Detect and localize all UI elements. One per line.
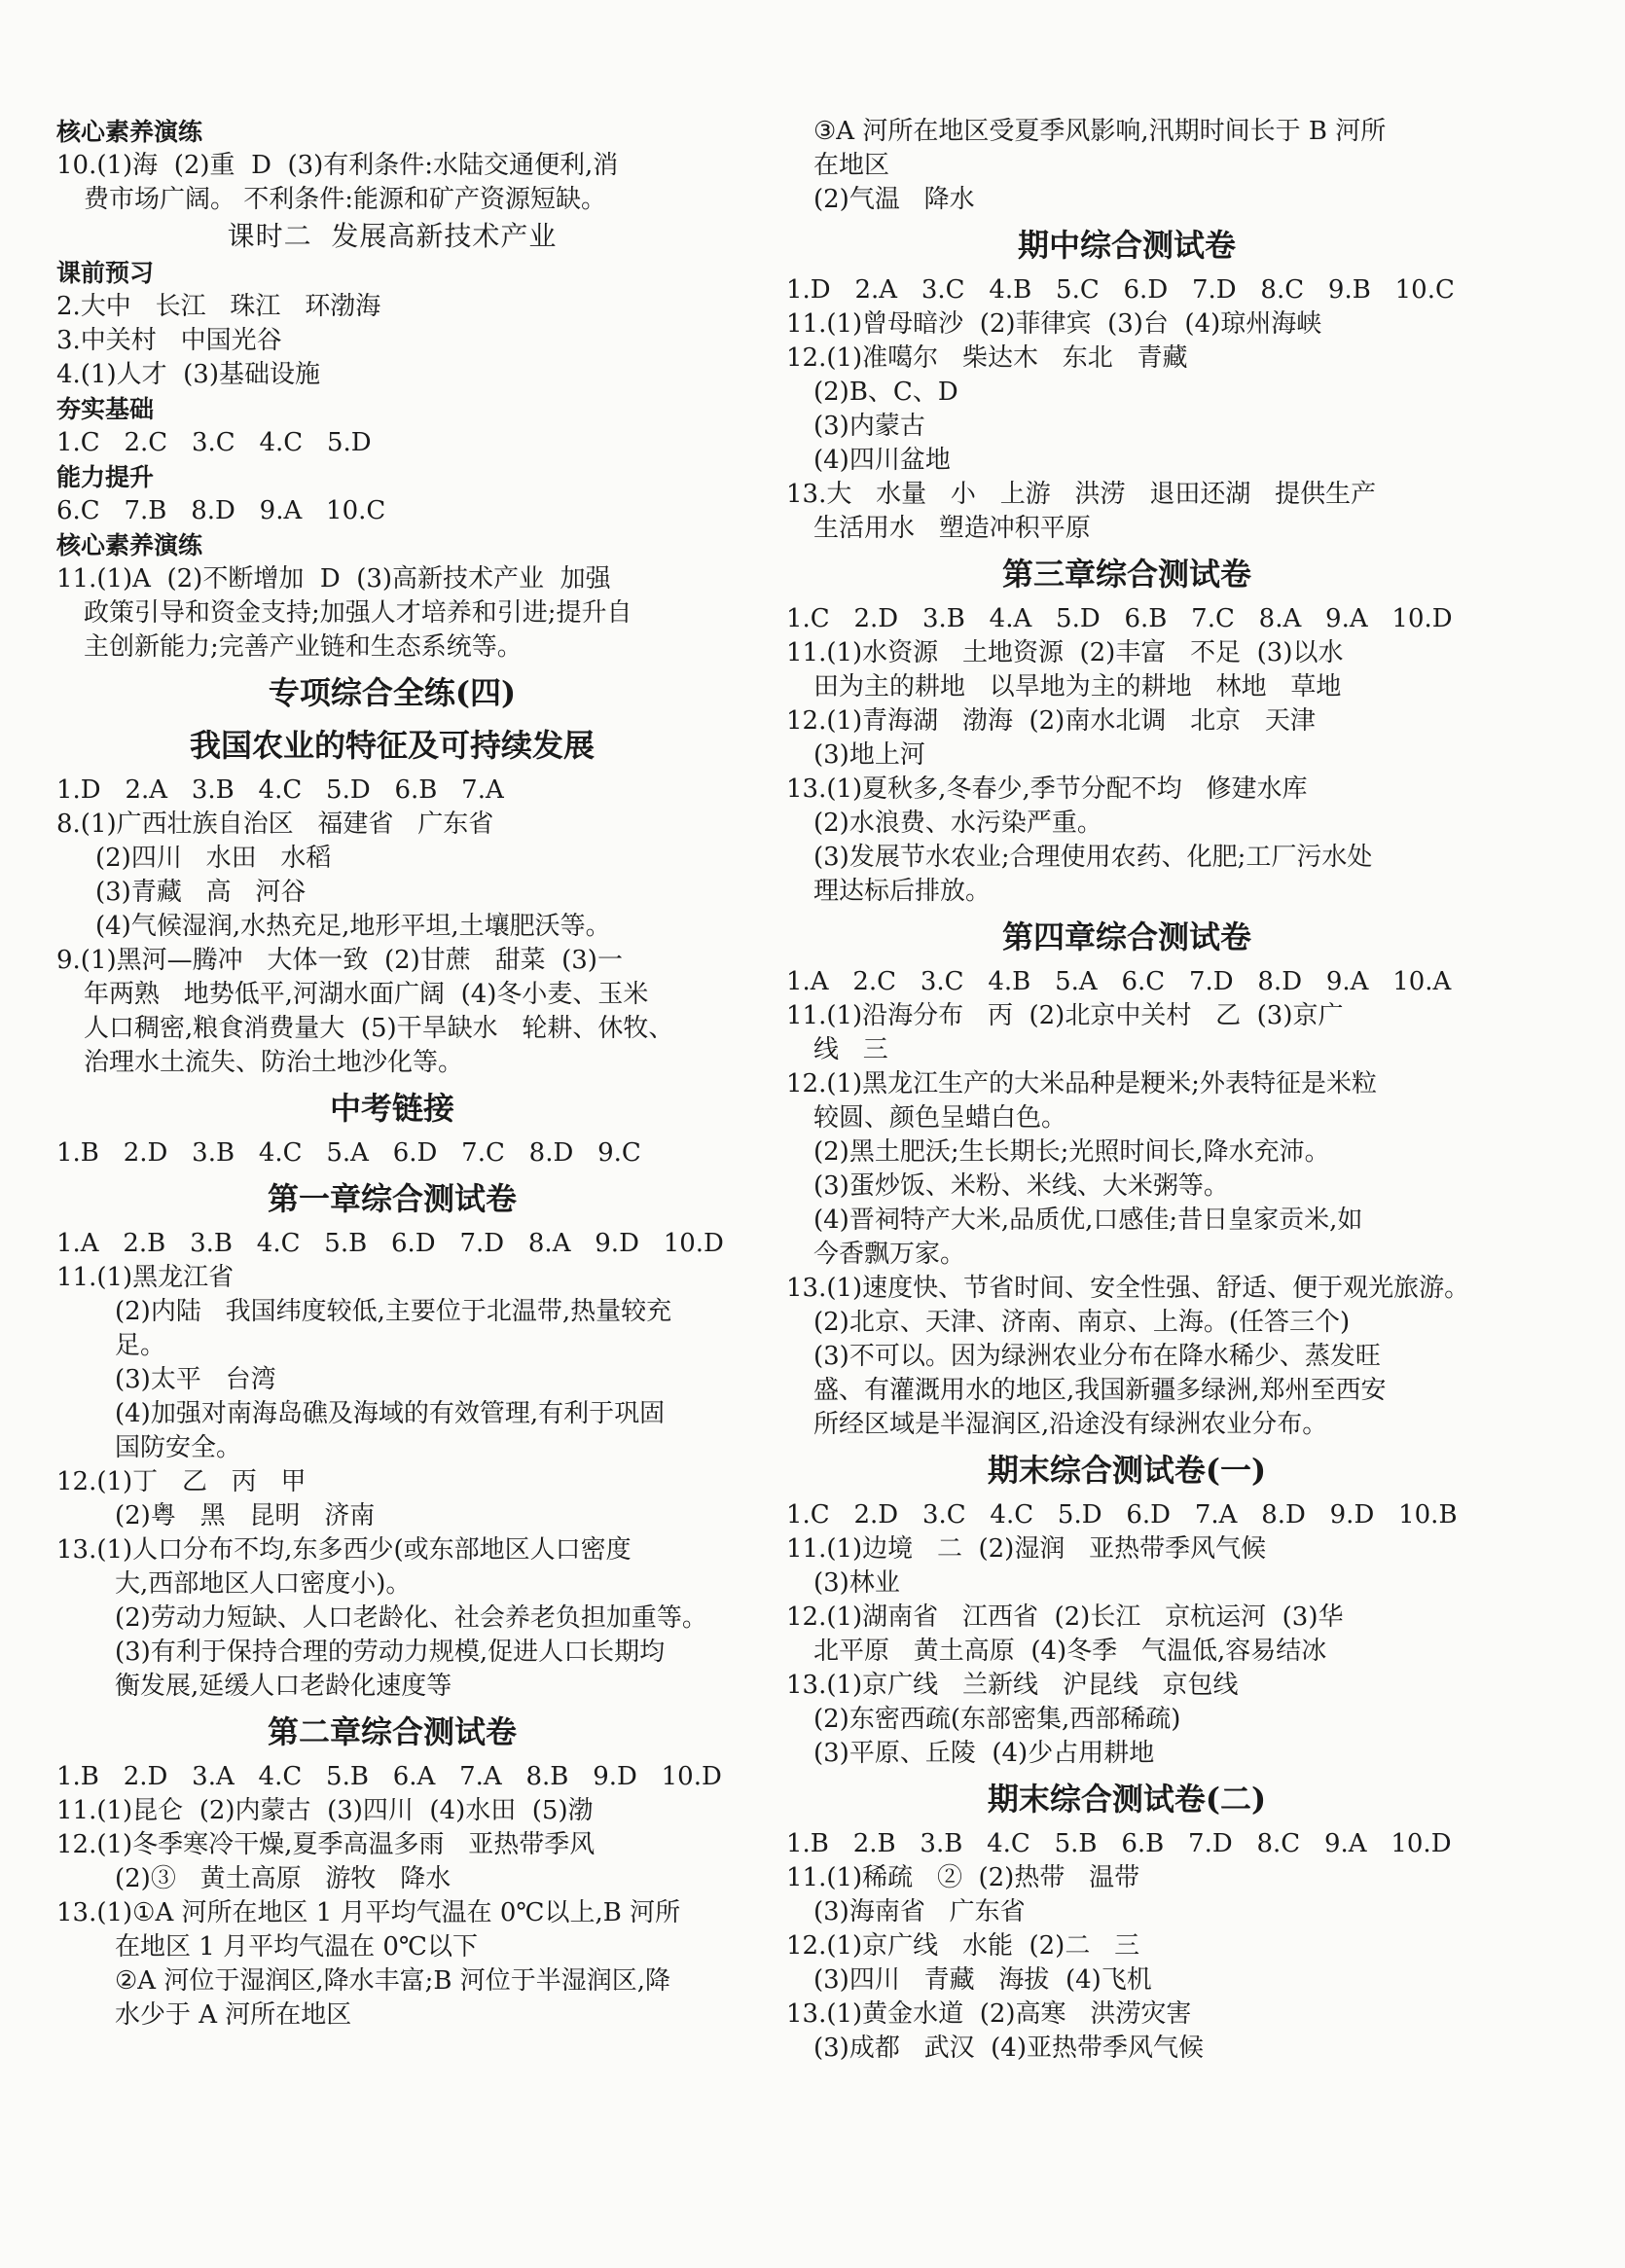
answer-line: (2)内陆 我国纬度较低,主要位于北温带,热量较充 [115,1297,672,1326]
answer-line: 主创新能力;完善产业链和生态系统等。 [84,632,523,662]
answer-line: 1.D 2.A 3.B 4.C 5.D 6.B 7.A [56,775,504,805]
section-title: 中考链接 [329,1090,454,1127]
right-column [786,115,1470,2066]
answer-line: 2.大中 长江 珠江 环渤海 [56,292,381,321]
answer-line: 较圆、颜色呈蜡白色。 [813,1103,1067,1133]
section-title: 第四章综合测试卷 [1001,918,1251,955]
answer-line: 13.(1)夏秋多,冬春少,季节分配不均 修建水库 [786,774,1308,804]
answer-line: (2)气温 降水 [813,185,975,214]
answer-line: 线 三 [813,1035,888,1064]
answer-line: (2)水浪费、水污染严重。 [813,809,1102,838]
answer-line: 1.D 2.A 3.C 4.B 5.C 6.D 7.D 8.C 9.B 10.C [786,275,1455,305]
answer-line: (3)发展节水农业;合理使用农药、化肥;工厂污水处 [813,843,1373,872]
answer-line: 13.(1)黄金水道 (2)高寒 洪涝灾害 [786,1999,1192,2029]
section-title: 期中综合测试卷 [1017,227,1236,264]
answer-line: (3)有利于保持合理的劳动力规模,促进人口长期均 [115,1638,666,1667]
answer-line: (4)四川盆地 [813,446,951,475]
section-title: 期末综合测试卷(一) [987,1452,1267,1489]
answer-line: 衡发展,延缓人口老龄化速度等 [115,1672,452,1701]
answer-line: ②A 河位于湿润区,降水丰富;B 河位于半湿润区,降 [115,1966,671,1996]
answer-line: 11.(1)A (2)不断增加 D (3)高新技术产业 加强 [56,564,611,594]
answer-line: 足。 [115,1331,166,1360]
answer-line: 盛、有灌溉用水的地区,我国新疆多绿洲,郑州至西安 [813,1376,1387,1405]
section-title: 第三章综合测试卷 [1001,556,1251,593]
answer-line: (2)四川 水田 水稻 [95,844,332,873]
answer-line: (2)劳动力短缺、人口老龄化、社会养老负担加重等。 [115,1603,707,1633]
answer-line: (4)晋祠特产大米,品质优,口感佳;昔日皇家贡米,如 [813,1206,1363,1235]
answer-line: 1.B 2.B 3.B 4.C 5.B 6.B 7.D 8.C 9.A 10.D [786,1829,1452,1858]
answer-line: 在地区 1 月平均气温在 0℃以下 [115,1932,478,1962]
answer-line: 11.(1)边境 二 (2)湿润 亚热带季风气候 [786,1534,1267,1564]
answer-line: 3.中关村 中国光谷 [56,326,282,355]
answer-line: (4)加强对南海岛礁及海域的有效管理,有利于巩固 [115,1399,666,1428]
answer-line: (2)粤 黑 昆明 济南 [115,1501,376,1530]
answer-line: 11.(1)稀疏 ② (2)热带 温带 [786,1863,1140,1892]
answer-line: 北平原 黄土高原 (4)冬季 气温低,容易结冰 [813,1637,1327,1666]
answer-line: 理达标后排放。 [813,877,992,906]
answer-line: (2)B、C、D [813,378,958,407]
answer-line: 11.(1)黑龙江省 [56,1263,235,1292]
answer-line: 1.A 2.B 3.B 4.C 5.B 6.D 7.D 8.A 9.D 10.D [56,1229,724,1258]
answer-line: 1.A 2.C 3.C 4.B 5.A 6.C 7.D 8.D 9.A 10.A [786,967,1452,996]
answer-line: (3)不可以。因为绿洲农业分布在降水稀少、蒸发旺 [813,1342,1381,1371]
answer-line: 12.(1)京广线 水能 (2)二 三 [786,1931,1140,1961]
answer-line: 11.(1)曾母暗沙 (2)菲律宾 (3)台 (4)琼州海峡 [786,309,1322,339]
section-label: 夯实基础 [56,395,155,423]
answer-line: (3)青藏 高 河谷 [95,878,307,907]
answer-line: 1.C 2.C 3.C 4.C 5.D [56,428,372,457]
answer-line: 11.(1)水资源 土地资源 (2)丰富 不足 (3)以水 [786,638,1344,667]
answer-line: 在地区 [813,151,890,180]
section-title: 我国农业的特征及可持续发展 [189,727,595,764]
answer-line: (3)太平 台湾 [115,1365,276,1394]
answer-line: 8.(1)广西壮族自治区 福建省 广东省 [56,810,494,839]
section-title: 第二章综合测试卷 [267,1713,517,1750]
answer-line: 13.(1)京广线 兰新线 沪昆线 京包线 [786,1671,1239,1700]
answer-line: 12.(1)丁 乙 丙 甲 [56,1467,307,1496]
answer-line: 11.(1)昆仑 (2)内蒙古 (3)四川 (4)水田 (5)渤 [56,1796,594,1825]
answer-line: 13.(1)人口分布不均,东多西少(或东部地区人口密度 [56,1535,632,1565]
answer-line: (3)海南省 广东省 [813,1897,1026,1926]
left-column [56,115,728,2033]
section-title: 专项综合全练(四) [268,674,517,711]
answer-line: 费市场广阔。 不利条件:能源和矿产资源短缺。 [84,185,607,214]
answer-line: (2)③ 黄土高原 游牧 降水 [115,1864,451,1893]
answer-line: (3)地上河 [813,740,925,770]
answer-line: ③A 河所在地区受夏季风影响,汛期时间长于 B 河所 [813,117,1387,146]
answer-line: 大,西部地区人口密度小)。 [115,1569,412,1599]
answer-line: (3)平原、丘陵 (4)少占用耕地 [813,1739,1155,1768]
answer-line: 12.(1)青海湖 渤海 (2)南水北调 北京 天津 [786,706,1316,736]
answer-line: 11.(1)沿海分布 丙 (2)北京中关村 乙 (3)京广 [786,1001,1344,1030]
answer-line: 12.(1)黑龙江生产的大米品种是粳米;外表特征是米粒 [786,1069,1377,1098]
answer-line: (3)四川 青藏 海拔 (4)飞机 [813,1965,1152,1995]
section-label: 核心素养演练 [56,118,203,146]
answer-line: 13.(1)速度快、节省时间、安全性强、舒适、便于观光旅游。 [786,1274,1470,1303]
answer-line: 水少于 A 河所在地区 [115,2000,352,2030]
answer-line: 今香飘万家。 [813,1240,966,1269]
answer-line: 12.(1)冬季寒冷干燥,夏季高温多雨 亚热带季风 [56,1830,596,1859]
answer-line: 田为主的耕地 以旱地为主的耕地 林地 草地 [813,672,1342,702]
answer-line: (2)东密西疏(东部密集,西部稀疏) [813,1705,1181,1734]
section-title: 期末综合测试卷(二) [987,1781,1267,1818]
answer-line: 12.(1)湖南省 江西省 (2)长江 京杭运河 (3)华 [786,1602,1344,1632]
answer-line: 6.C 7.B 8.D 9.A 10.C [56,496,386,525]
answer-line: (4)气候湿润,水热充足,地形平坦,土壤肥沃等。 [95,912,611,941]
section-label: 课前预习 [56,259,155,287]
answer-line: 政策引导和资金支持;加强人才培养和引进;提升自 [84,598,632,628]
answer-line: 9.(1)黑河—腾冲 大体一致 (2)甘蔗 甜菜 (3)一 [56,946,623,975]
answer-line: 1.C 2.D 3.B 4.A 5.D 6.B 7.C 8.A 9.A 10.D [786,604,1453,633]
answer-line: 国防安全。 [115,1433,242,1462]
section-title: 第一章综合测试卷 [267,1180,517,1217]
answer-line: 年两熟 地势低平,河湖水面广阔 (4)冬小麦、玉米 [84,980,649,1009]
answer-line: 治理水土流失、防治土地沙化等。 [84,1048,464,1077]
answer-line: 生活用水 塑造冲积平原 [813,514,1091,543]
answer-line: 1.C 2.D 3.C 4.C 5.D 6.D 7.A 8.D 9.D 10.B [786,1500,1458,1530]
answer-line: (3)成都 武汉 (4)亚热带季风气候 [813,2034,1204,2063]
answer-line: 所经区域是半湿润区,沿途没有绿洲农业分布。 [813,1410,1328,1439]
lesson-title: 课时二 发展高新技术产业 [227,220,558,252]
answer-line: 10.(1)海 (2)重 D (3)有利条件:水陆交通便利,消 [56,151,619,180]
answer-line: (3)内蒙古 [813,412,925,441]
answer-line: (3)蛋炒饭、米粉、米线、大米粥等。 [813,1171,1229,1201]
answer-line: 12.(1)准噶尔 柴达木 东北 青藏 [786,343,1188,373]
section-label: 核心素养演练 [56,531,203,559]
answer-line: (3)林业 [813,1568,900,1598]
answer-line: 1.B 2.D 3.B 4.C 5.A 6.D 7.C 8.D 9.C [56,1138,641,1168]
answer-line: 人口稠密,粮食消费量大 (5)干旱缺水 轮耕、休牧、 [84,1014,674,1043]
section-label: 能力提升 [56,463,155,491]
answer-line: 4.(1)人才 (3)基础设施 [56,360,320,389]
answer-line: 13.大 水量 小 上游 洪涝 退田还湖 提供生产 [786,480,1377,509]
answer-line: 13.(1)①A 河所在地区 1 月平均气温在 0℃以上,B 河所 [56,1898,681,1927]
answer-line: (2)北京、天津、济南、南京、上海。(任答三个) [813,1308,1351,1337]
answer-line: (2)黑土肥沃;生长期长;光照时间长,降水充沛。 [813,1137,1330,1167]
answer-line: 1.B 2.D 3.A 4.C 5.B 6.A 7.A 8.B 9.D 10.D [56,1762,722,1791]
